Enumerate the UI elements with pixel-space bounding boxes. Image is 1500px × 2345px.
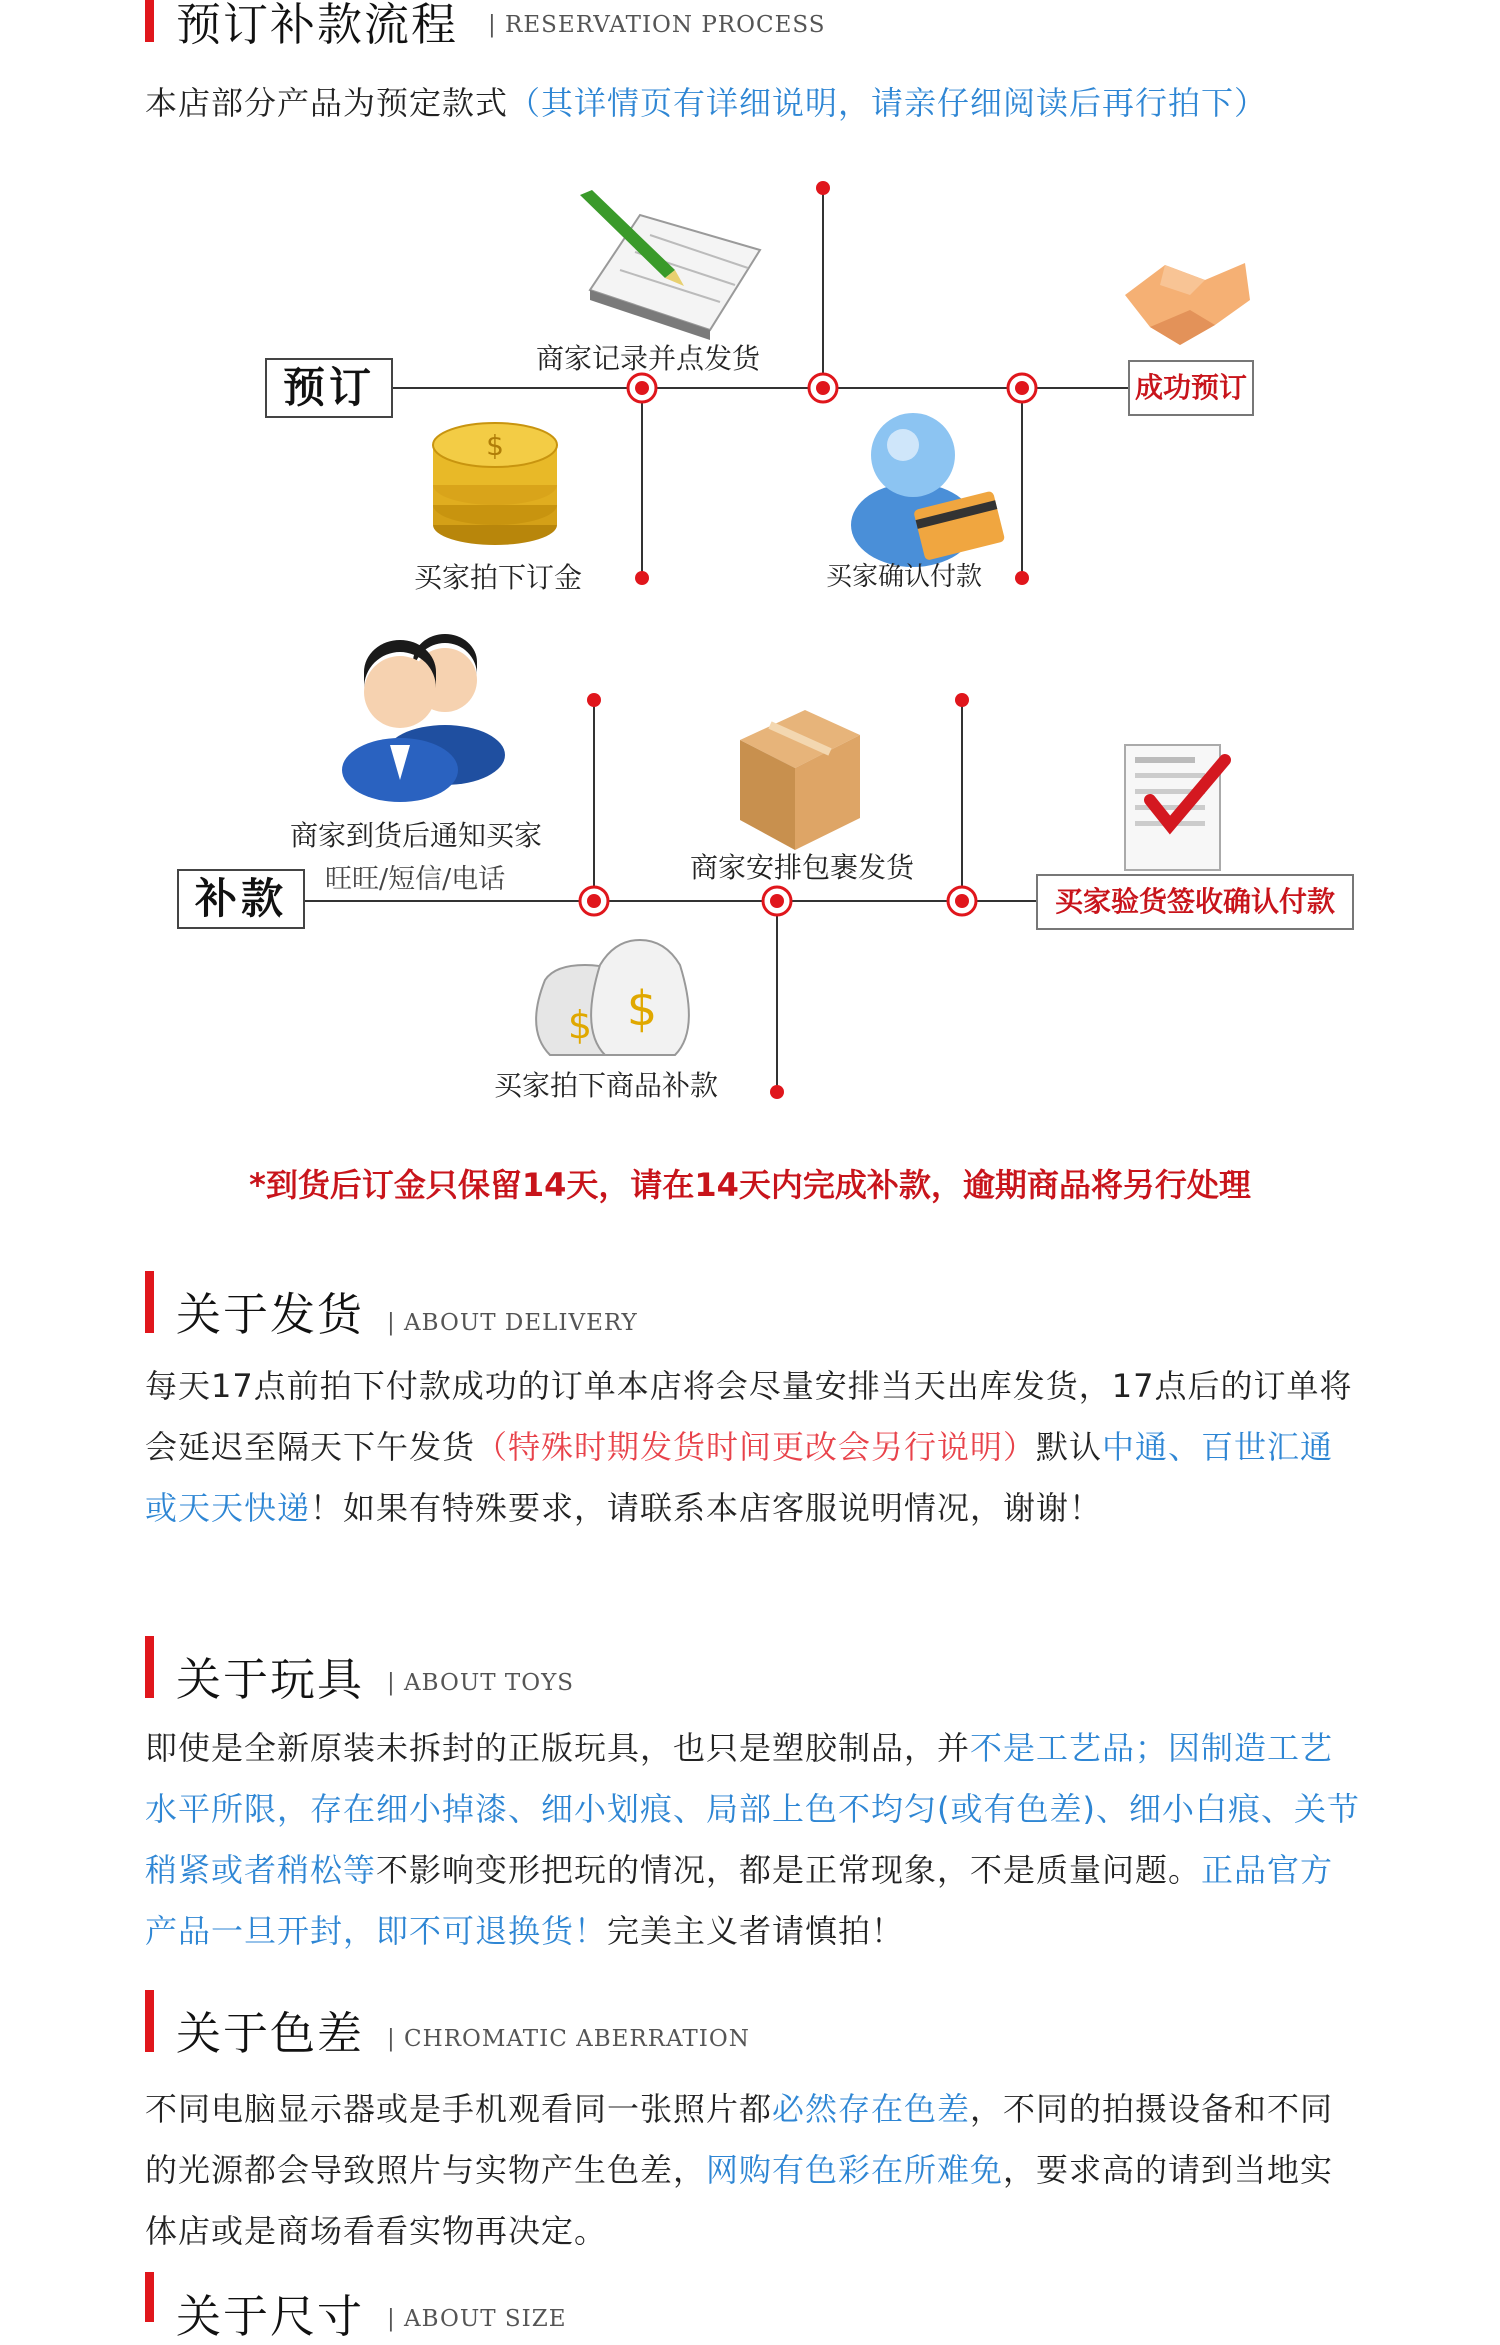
user-card-icon [851, 413, 1005, 567]
step-notify-channels: 旺旺/短信/电话 [325, 864, 506, 895]
color-text [145, 2079, 1365, 2262]
document-check-icon [1125, 745, 1225, 870]
toys-text-1: 即使是全新原装未拆封的正版玩具，也只是塑胶制品，并 [145, 1729, 971, 1767]
delivery-text-red: （特殊时期发货时间更改会另行说明） [475, 1428, 1037, 1466]
section-bar [145, 1636, 154, 1698]
flow-dot [587, 693, 601, 707]
delivery-text-1: 每天17点前拍下付款成功的订单本店将会尽量安排当天出库发货，17点后的订单将会延迟至隔天下午发货 [145, 1367, 1353, 1466]
section-bar [145, 1271, 154, 1333]
delivery-text-3: ！如果有特殊要求，请联系本店客服说明情况，谢谢！ [310, 1489, 1103, 1527]
svg-text:$: $ [626, 981, 658, 1037]
svg-text:$: $ [567, 1003, 593, 1047]
section-bar [145, 0, 154, 42]
section-bar [145, 2272, 154, 2322]
color-text-3: ，要求高的请到当地实体店或是商场看看实物再决定。 [145, 2151, 1334, 2250]
step-merchant-record: 商家记录并点发货 [536, 342, 761, 375]
flow-end-book: 成功预订 [1128, 360, 1254, 416]
section-bar [145, 1990, 154, 2052]
step-buyer-balance: 买家拍下商品补款 [494, 1069, 719, 1102]
color-text-2: ，不同的拍摄设备和不同的光源都会导致照片与实物产生色差， [145, 2090, 1334, 2189]
flow-node [948, 887, 976, 915]
flow-dot [955, 693, 969, 707]
flow-node [809, 374, 837, 402]
toys-text-3: 完美主义者请慎拍！ [607, 1912, 905, 1950]
toys-title-en: | ABOUT TOYS [387, 1670, 575, 1696]
color-text-blue-1: 必然存在色差 [772, 2090, 971, 2128]
flow-end-balance: 买家验货签收确认付款 [1036, 874, 1354, 930]
step-merchant-ship: 商家安排包裹发货 [690, 851, 915, 884]
svg-text:$: $ [486, 429, 504, 462]
color-text-1: 不同电脑显示器或是手机观看同一张照片都 [145, 2090, 773, 2128]
flow-node [763, 887, 791, 915]
delivery-text-2: 默认 [1036, 1428, 1103, 1466]
coins-icon [433, 423, 557, 545]
color-title: 关于色差 [176, 2007, 365, 2060]
size-title: 关于尺寸 [176, 2290, 365, 2343]
delivery-text [145, 1356, 1365, 1539]
toys-text [145, 1718, 1365, 1962]
flow-dot [1015, 571, 1029, 585]
flow-node [1008, 374, 1036, 402]
toys-title: 关于玩具 [176, 1653, 365, 1706]
reservation-title-en: | RESERVATION PROCESS [488, 12, 826, 38]
reservation-intro [145, 78, 1267, 124]
flow-node [580, 887, 608, 915]
package-icon [740, 710, 860, 850]
intro-note: （其详情页有详细说明，请亲仔细阅读后再行拍下） [508, 84, 1268, 122]
color-title-en: | CHROMATIC ABERRATION [387, 2026, 750, 2052]
delivery-title: 关于发货 [176, 1288, 365, 1341]
notepad-icon [580, 190, 760, 340]
delivery-title-en: | ABOUT DELIVERY [387, 1310, 638, 1336]
customer-service-icon [342, 634, 505, 802]
flow-node [628, 374, 656, 402]
size-title-en: | ABOUT SIZE [387, 2306, 567, 2332]
handshake-icon [1125, 263, 1250, 345]
flow-start-balance: 补款 [177, 869, 305, 929]
flow-dot [770, 1085, 784, 1099]
intro-prefix: 本店部分产品为预定款式 [145, 84, 509, 122]
reservation-title: 预订补款流程 [176, 0, 459, 51]
money-bags-icon [536, 940, 689, 1055]
step-buyer-confirm-pay: 买家确认付款 [826, 562, 983, 592]
toys-text-blue-1: 不是工艺品；因制造工艺水平所限，存在细小掉漆、细小划痕、局部上色不均匀(或有色差)、细小白痕、关节稍紧或者稍松等 [145, 1729, 1360, 1889]
flow-dot [816, 181, 830, 195]
color-text-blue-2: 网购有色彩在所难免 [706, 2151, 1004, 2189]
deposit-warning: *到货后订金只保留14天，请在14天内完成补款，逾期商品将另行处理 [249, 1166, 1251, 1204]
toys-text-blue-2: 正品官方产品一旦开封，即不可退换货！ [145, 1851, 1334, 1950]
step-buyer-deposit: 买家拍下订金 [414, 561, 583, 594]
step-merchant-notify: 商家到货后通知买家 [290, 819, 543, 852]
toys-text-2: 不影响变形把玩的情况，都是正常现象，不是质量问题。 [376, 1851, 1202, 1889]
flow-start-book: 预订 [265, 358, 393, 418]
delivery-couriers: 中通、百世汇通或天天快递 [145, 1428, 1334, 1527]
flow-dot [635, 571, 649, 585]
